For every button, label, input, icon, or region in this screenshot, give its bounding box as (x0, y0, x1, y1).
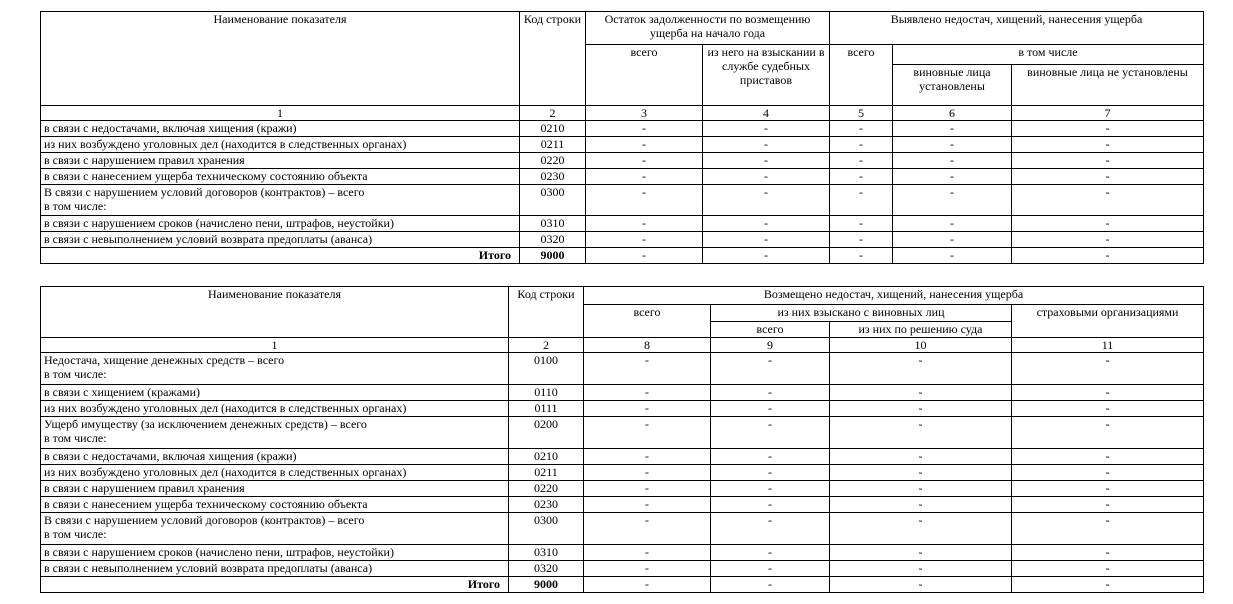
row-name: в связи с невыполнением условий возврата предоплаты (аванса) (41, 232, 520, 248)
cell-value: - (893, 137, 1012, 153)
col-number: 2 (509, 338, 584, 353)
cell-value: - (830, 353, 1012, 385)
cell-value: - (830, 248, 893, 264)
header-recovered-group: Возмещено недостач, хищений, нанесения ущерба (584, 287, 1204, 305)
table-row (41, 481, 1204, 497)
cell-value: - (1012, 185, 1204, 216)
cell-value: - (586, 248, 703, 264)
cell-value: - (1012, 232, 1204, 248)
cell-value: - (711, 465, 830, 481)
cell-value: - (893, 216, 1012, 232)
cell-value: - (1012, 417, 1204, 449)
cell-value: - (711, 561, 830, 577)
cell-value: - (586, 153, 703, 169)
cell-value: - (1012, 248, 1204, 264)
row-name: из них возбуждено уголовных дел (находится в следственных органах) (41, 401, 509, 417)
row-code: 0320 (520, 232, 586, 248)
table-damages-recovered (40, 286, 1204, 593)
cell-value: - (830, 232, 893, 248)
header-from-guilty-total: всего (711, 322, 830, 338)
row-name: В связи с нарушением условий договоров (контрактов) – всего в том числе: (41, 513, 509, 545)
header-found-total: всего (830, 45, 893, 106)
cell-value: - (1012, 465, 1204, 481)
table-row (41, 513, 1204, 545)
table-row (41, 401, 1204, 417)
row-name: из них возбуждено уголовных дел (находится в следственных органах) (41, 137, 520, 153)
col-number: 8 (584, 338, 711, 353)
cell-value: - (711, 401, 830, 417)
header-balance-bailiffs: из него на взыскании в службе судебных приставов (703, 45, 830, 106)
row-code: 0230 (509, 497, 584, 513)
header-from-guilty-court: из них по решению суда (830, 322, 1012, 338)
header-balance-total: всего (586, 45, 703, 106)
cell-value: - (586, 216, 703, 232)
col-number: 9 (711, 338, 830, 353)
cell-value: - (1012, 513, 1204, 545)
row-name: в связи с нарушением сроков (начислено пени, штрафов, неустойки) (41, 545, 509, 561)
table-row (41, 137, 1204, 153)
cell-value: - (586, 169, 703, 185)
cell-value: - (893, 248, 1012, 264)
cell-value: - (1012, 561, 1204, 577)
cell-value: - (1012, 169, 1204, 185)
row-code: 0320 (509, 561, 584, 577)
cell-value: - (830, 137, 893, 153)
row-code: 0300 (509, 513, 584, 545)
cell-value: - (830, 449, 1012, 465)
col-number: 5 (830, 106, 893, 121)
cell-value: - (1012, 216, 1204, 232)
table-row (41, 449, 1204, 465)
header-guilty-unknown: виновные лица не установлены (1012, 65, 1204, 106)
table-row (41, 545, 1204, 561)
header-code: Код строки (509, 287, 584, 338)
cell-value: - (711, 385, 830, 401)
cell-value: - (586, 185, 703, 216)
col-number: 10 (830, 338, 1012, 353)
cell-value: - (1012, 449, 1204, 465)
cell-value: - (584, 497, 711, 513)
row-name: Недостача, хищение денежных средств – всего в том числе: (41, 353, 509, 385)
cell-value: - (711, 353, 830, 385)
cell-value: - (830, 465, 1012, 481)
cell-value: - (586, 121, 703, 137)
cell-value: - (711, 513, 830, 545)
cell-value: - (1012, 545, 1204, 561)
cell-value: - (830, 401, 1012, 417)
cell-value: - (1012, 153, 1204, 169)
col-number: 4 (703, 106, 830, 121)
cell-value: - (584, 385, 711, 401)
cell-value: - (703, 232, 830, 248)
row-name: в связи с нарушением сроков (начислено пени, штрафов, неустойки) (41, 216, 520, 232)
cell-value: - (584, 577, 711, 593)
cell-value: - (893, 169, 1012, 185)
row-code: 9000 (520, 248, 586, 264)
table-row (41, 417, 1204, 449)
row-code: 0230 (520, 169, 586, 185)
cell-value: - (830, 561, 1012, 577)
cell-value: - (711, 497, 830, 513)
cell-value: - (830, 169, 893, 185)
header-balance-group: Остаток задолженности по возмещению ущерба на начало года (586, 12, 830, 45)
table-row (41, 169, 1204, 185)
cell-value: - (703, 169, 830, 185)
table-row (41, 121, 1204, 137)
header-name: Наименование показателя (41, 287, 509, 338)
cell-value: - (1012, 137, 1204, 153)
row-name: в связи с нанесением ущерба техническому состоянию объекта (41, 497, 509, 513)
row-name: в связи с нарушением правил хранения (41, 153, 520, 169)
row-code: 0211 (520, 137, 586, 153)
table-row (41, 385, 1204, 401)
row-code: 0220 (520, 153, 586, 169)
row-code: 0200 (509, 417, 584, 449)
col-number: 2 (520, 106, 586, 121)
row-code: 0300 (520, 185, 586, 216)
cell-value: - (584, 481, 711, 497)
cell-value: - (711, 577, 830, 593)
cell-value: - (1012, 121, 1204, 137)
cell-value: - (703, 137, 830, 153)
col-number: 11 (1012, 338, 1204, 353)
row-code: 0100 (509, 353, 584, 385)
cell-value: - (703, 248, 830, 264)
col-number: 1 (41, 106, 520, 121)
row-name: в связи с недостачами, включая хищения (кражи) (41, 449, 509, 465)
cell-value: - (703, 121, 830, 137)
cell-value: - (711, 449, 830, 465)
cell-value: - (584, 465, 711, 481)
row-name: из них возбуждено уголовных дел (находится в следственных органах) (41, 465, 509, 481)
total-label: Итого (41, 577, 509, 593)
cell-value: - (584, 513, 711, 545)
col-number: 6 (893, 106, 1012, 121)
cell-value: - (893, 185, 1012, 216)
header-recovered-total: всего (584, 305, 711, 338)
cell-value: - (830, 121, 893, 137)
cell-value: - (830, 185, 893, 216)
header-from-guilty: из них взыскано с виновных лиц (711, 305, 1012, 322)
row-name: Ущерб имуществу (за исключением денежных средств) – всего в том числе: (41, 417, 509, 449)
cell-value: - (830, 481, 1012, 497)
cell-value: - (711, 545, 830, 561)
cell-value: - (711, 417, 830, 449)
row-code: 0220 (509, 481, 584, 497)
cell-value: - (1012, 401, 1204, 417)
cell-value: - (893, 232, 1012, 248)
cell-value: - (830, 545, 1012, 561)
row-code: 0310 (520, 216, 586, 232)
header-found-group: Выявлено недостач, хищений, нанесения ущерба (830, 12, 1204, 45)
cell-value: - (830, 577, 1012, 593)
cell-value: - (703, 185, 830, 216)
row-code: 0210 (520, 121, 586, 137)
cell-value: - (584, 545, 711, 561)
row-name: в связи с нарушением правил хранения (41, 481, 509, 497)
table-row (41, 353, 1204, 385)
row-code: 9000 (509, 577, 584, 593)
table-row (41, 497, 1204, 513)
cell-value: - (830, 153, 893, 169)
cell-value: - (703, 216, 830, 232)
cell-value: - (1012, 481, 1204, 497)
cell-value: - (584, 561, 711, 577)
cell-value: - (830, 216, 893, 232)
row-code: 0110 (509, 385, 584, 401)
table-row (41, 216, 1204, 232)
table-row (41, 232, 1204, 248)
col-number: 3 (586, 106, 703, 121)
cell-value: - (1012, 353, 1204, 385)
row-code: 0210 (509, 449, 584, 465)
cell-value: - (584, 449, 711, 465)
table-shortages-found (40, 11, 1204, 264)
cell-value: - (584, 417, 711, 449)
cell-value: - (893, 153, 1012, 169)
cell-value: - (584, 353, 711, 385)
cell-value: - (830, 497, 1012, 513)
cell-value: - (830, 417, 1012, 449)
cell-value: - (830, 513, 1012, 545)
total-row (41, 248, 1204, 264)
cell-value: - (893, 121, 1012, 137)
total-label: Итого (41, 248, 520, 264)
total-row (41, 577, 1204, 593)
cell-value: - (711, 481, 830, 497)
cell-value: - (703, 153, 830, 169)
col-number: 1 (41, 338, 509, 353)
row-code: 0111 (509, 401, 584, 417)
cell-value: - (586, 137, 703, 153)
row-name: в связи с недостачами, включая хищения (кражи) (41, 121, 520, 137)
col-number: 7 (1012, 106, 1204, 121)
cell-value: - (1012, 497, 1204, 513)
table-row (41, 153, 1204, 169)
table-row (41, 465, 1204, 481)
table-row (41, 185, 1204, 216)
cell-value: - (1012, 385, 1204, 401)
row-name: в связи с невыполнением условий возврата предоплаты (аванса) (41, 561, 509, 577)
table-row (41, 561, 1204, 577)
header-code: Код строки (520, 12, 586, 106)
row-code: 0211 (509, 465, 584, 481)
cell-value: - (584, 401, 711, 417)
cell-value: - (586, 232, 703, 248)
row-name: в связи с хищением (кражами) (41, 385, 509, 401)
header-insurance: страховыми организациями (1012, 305, 1204, 338)
row-name: в связи с нанесением ущерба техническому состоянию объекта (41, 169, 520, 185)
cell-value: - (1012, 577, 1204, 593)
row-name: В связи с нарушением условий договоров (контрактов) – всего в том числе: (41, 185, 520, 216)
row-code: 0310 (509, 545, 584, 561)
header-found-incl: в том числе (893, 45, 1204, 65)
cell-value: - (830, 385, 1012, 401)
header-name: Наименование показателя (41, 12, 520, 106)
header-guilty-known: виновные лица установлены (893, 65, 1012, 106)
